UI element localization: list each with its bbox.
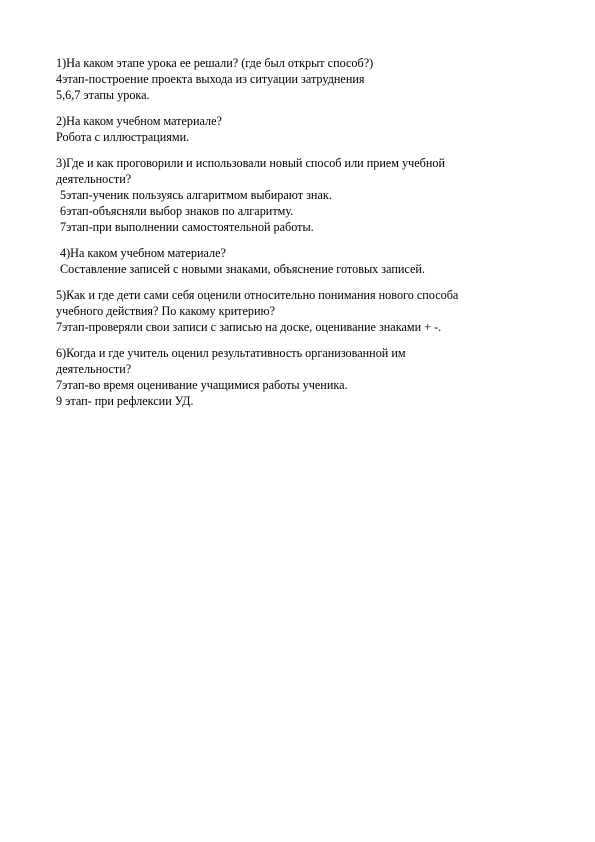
question-block-4 — [56, 245, 536, 277]
question-6-text-cont: деятельности? — [56, 362, 132, 376]
question-5-text-cont: учебного действия? По какому критерию? — [56, 304, 275, 318]
answer-line: 7этап-во время оценивание учащимися работы ученика. — [56, 378, 348, 392]
answer-line: 7этап-проверяли свои записи с записью на доске, оценивание знаками + -. — [56, 320, 442, 334]
answer-line: 4этап-построение проекта выхода из ситуации затруднения — [56, 72, 365, 86]
question-2-text: 2)На каком учебном материале? — [56, 114, 222, 128]
question-block-5 — [56, 287, 536, 335]
answer-line: 5,6,7 этапы урока. — [56, 88, 150, 102]
question-5-text: 5)Как и где дети сами себя оценили относительно понимания нового способа — [56, 288, 459, 302]
answer-line: 7этап-при выполнении самостоятельной работы. — [60, 220, 314, 234]
question-block-1 — [56, 55, 536, 103]
question-3-text-cont: деятельности? — [56, 172, 132, 186]
answer-line: Составление записей с новыми знаками, объяснение готовых записей. — [60, 262, 425, 276]
answer-line: 5этап-ученик пользуясь алгаритмом выбирают знак. — [60, 188, 332, 202]
question-1-text: 1)На каком этапе урока ее решали? (где был открыт способ?) — [56, 56, 374, 70]
answer-line: Робота с иллюстрациями. — [56, 130, 190, 144]
answer-line: 9 этап- при рефлексии УД. — [56, 394, 194, 408]
question-block-6 — [56, 345, 536, 409]
question-6-text: 6)Когда и где учитель оценил результативность организованной им — [56, 346, 406, 360]
document-body — [56, 55, 536, 419]
answer-line: 6этап-объясняли выбор знаков по алгаритму. — [60, 204, 294, 218]
question-block-3 — [56, 155, 536, 235]
question-block-2 — [56, 113, 536, 145]
question-4-text: 4)На каком учебном материале? — [60, 246, 226, 260]
question-3-text: 3)Где и как проговорили и использовали новый способ или прием учебной — [56, 156, 446, 170]
